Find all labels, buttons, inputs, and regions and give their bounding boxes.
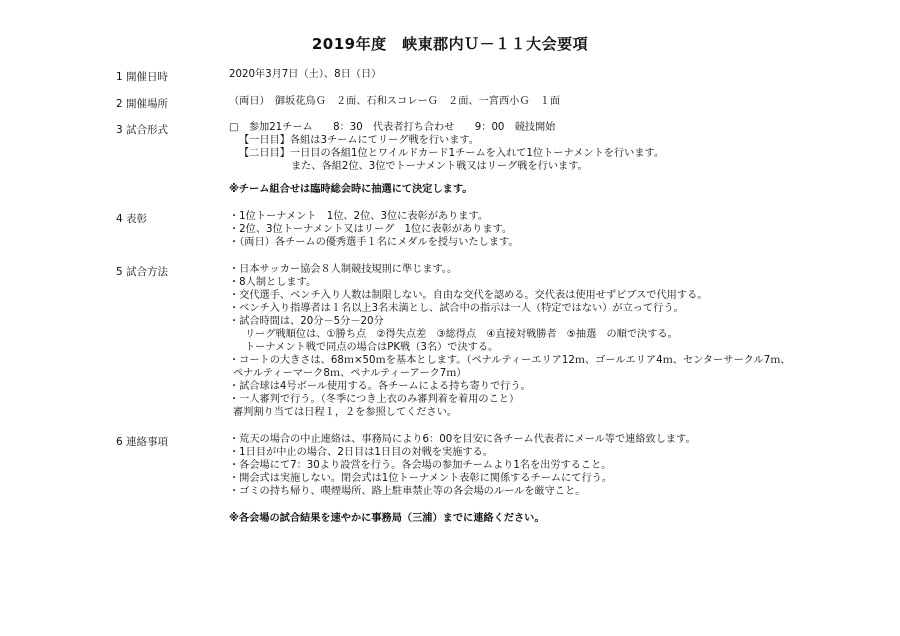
format-note: ※チーム組合せは臨時総会時に抽選にて決定します。 (229, 184, 473, 195)
section-label-schedule: 1 開催日時 (116, 71, 169, 83)
section-label-match-rules: 5 試合方法 (116, 266, 169, 278)
document-title: 2019年度 峡東郡内Ｕ－１１大会要項 (311, 35, 589, 53)
rules-line: トーナメント戦で同点の場合はPK戦（3名）で決する。 (245, 342, 499, 353)
notice-line: ・開会式は実施しない。閉会式は1位トーナメント表彰に関係するチームにて行う。 (229, 473, 613, 484)
rules-line: ・試合球は4号ボール使用する。各チームによる持ち寄りで行う。 (229, 381, 531, 392)
awards-line: ・1位トーナメント 1位、2位、3位に表彰があります。 (229, 211, 489, 222)
rules-line: ・一人審判で行う。（冬季につき上衣のみ審判着を着用のこと） (229, 394, 520, 405)
rules-line: リーグ戦順位は、①勝ち点 ②得失点差 ③総得点 ④直接対戦勝者 ⑤抽選 の順で決する。 (245, 329, 678, 340)
section-label-notices: 6 連絡事項 (116, 436, 169, 448)
rules-line: ・ベンチ入り指導者は１名以上3名未満とし、試合中の指示は一人（特定ではない）が立って行う。 (229, 303, 684, 314)
rules-line: ・8人制とします。 (229, 277, 317, 288)
notice-line: ・ゴミの持ち帰り、喫煙場所、路上駐車禁止等の各会場のルールを厳守こと。 (229, 486, 586, 497)
schedule-date: 2020年3月7日（土）、8日（日） (229, 69, 382, 80)
notice-important: ※各会場の試合結果を速やかに事務局（三浦）までに連絡ください。 (229, 513, 545, 524)
awards-line: ・2位、3位トーナメント又はリーグ 1位に表彰があります。 (229, 224, 513, 235)
format-line: 【一日目】各組は3チームにてリーグ戦を行います。 (239, 135, 479, 146)
format-line: また、各組2位、3位でトーナメント戦又はリーグ戦を行います。 (291, 161, 588, 172)
format-line: 【二日目】一日目の各組1位とワイルドカード1チームを入れて1位トーナメントを行います。 (239, 148, 665, 159)
notice-line: ・各会場にて7：30より設営を行う。各会場の参加チームより1名を出労すること。 (229, 460, 612, 471)
rules-line: ・コートの大きさは、68ｍ×50ｍを基本とします。（ペナルティーエリア12ｍ、ゴールエリア4ｍ、センターサークル7ｍ、 (229, 355, 791, 366)
rules-line: ・交代選手、ベンチ入り人数は制限しない。自由な交代を認める。交代表は使用せずビブスで代用する。 (229, 290, 708, 301)
format-line: □ 参加21チーム 8：30 代表者打ち合わせ 9：00 競技開始 (229, 122, 556, 133)
notice-line: ・荒天の場合の中止連絡は、事務局により6：00を目安に各チーム代表者にメール等で連絡致します。 (229, 434, 696, 445)
rules-line: 審判割り当ては日程１，２を参照してください。 (233, 407, 458, 418)
rules-line: ペナルティーマーク8ｍ、ペナルティーアーク7ｍ） (233, 368, 467, 379)
awards-line: ・（両日）各チームの優秀選手１名にメダルを授与いたします。 (229, 237, 519, 248)
section-label-awards: 4 表彰 (116, 213, 148, 225)
section-label-format: 3 試合形式 (116, 124, 169, 136)
section-label-venue: 2 開催場所 (116, 98, 169, 110)
venue-list: （両日） 御坂花鳥Ｇ ２面、石和スコレーＧ ２面、一宮西小Ｇ １面 (229, 96, 561, 107)
rules-line: ・試合時間は、20分－5分－20分 (229, 316, 384, 327)
rules-line: ・日本サッカー協会８人制競技規則に準じます。。 (229, 264, 458, 275)
notice-line: ・1日目が中止の場合、2日目は1日目の対戦を実施する。 (229, 447, 493, 458)
